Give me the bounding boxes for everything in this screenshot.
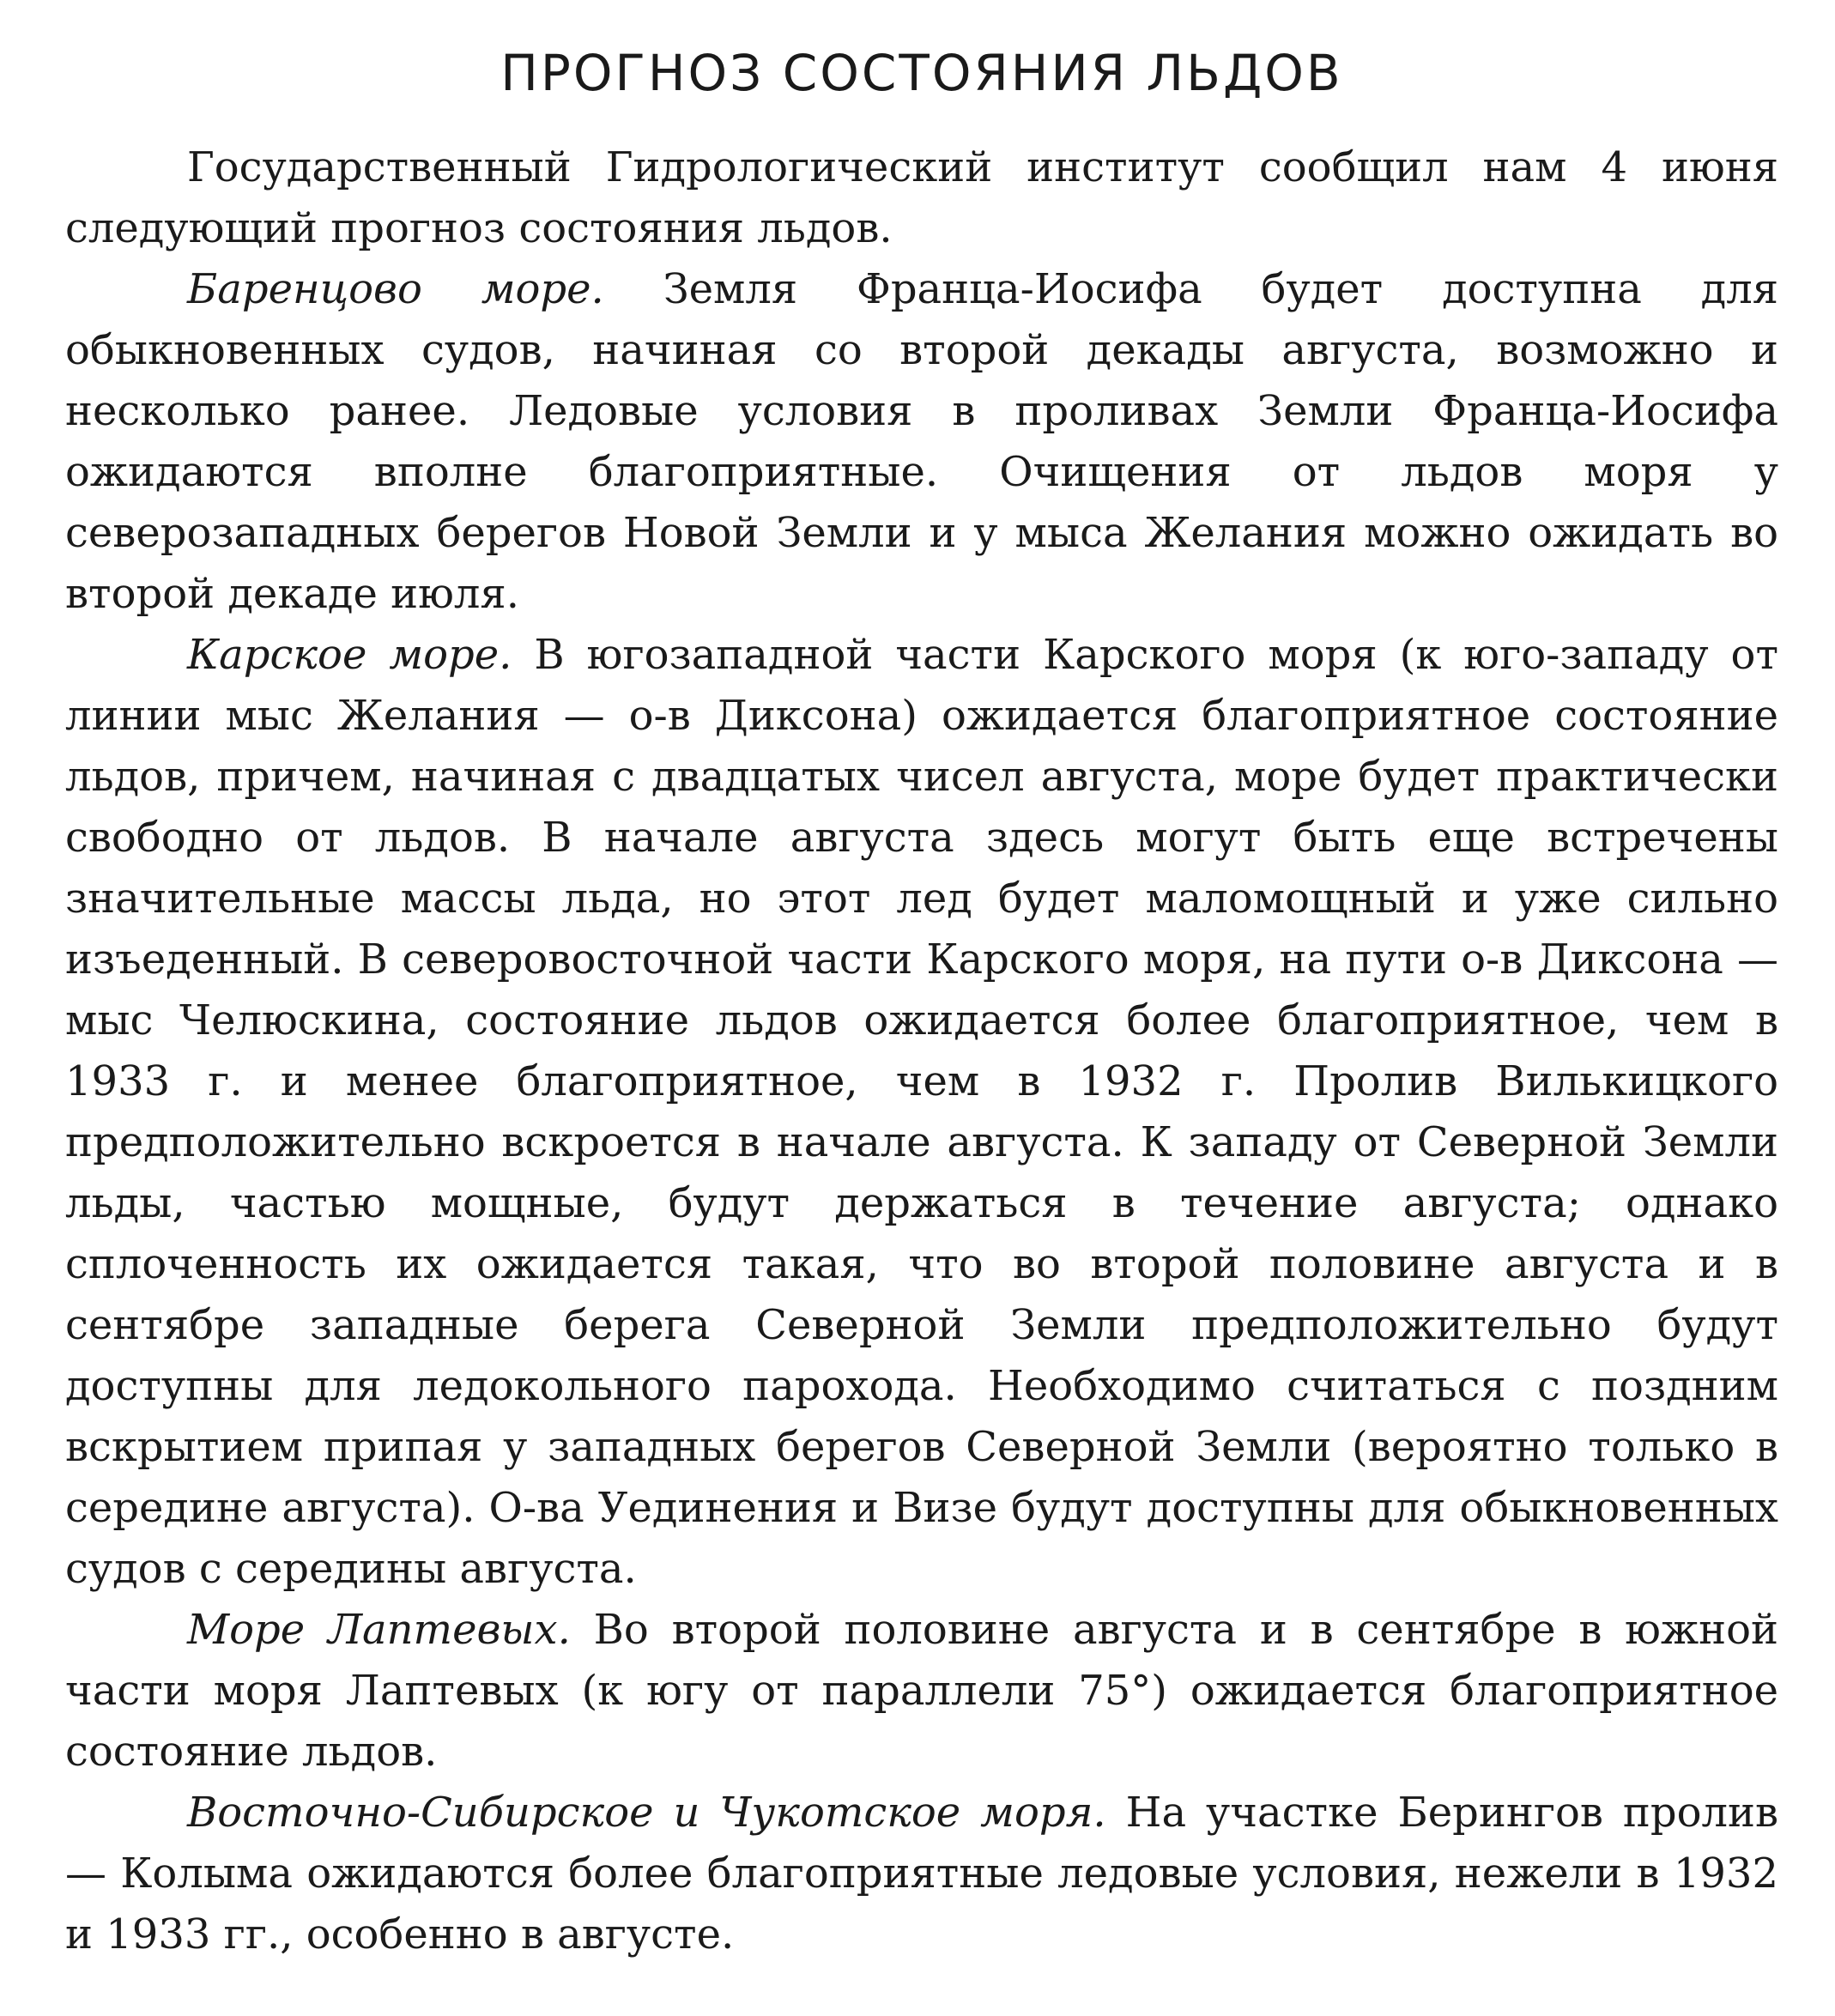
laptev-sea-paragraph [65,1600,1778,1783]
kara-sea-paragraph [65,625,1778,1600]
barents-sea-heading: Баренцово море. [187,265,604,313]
east-siberian-chukchi-heading: Восточно-Сибирское и Чукотское моря. [187,1789,1106,1837]
kara-sea-heading: Карское море. [187,631,512,679]
laptev-sea-heading: Море Лаптевых. [187,1606,571,1654]
east-siberian-chukchi-text: На участке Берингов пролив — Колыма ожидаются более благоприятные ледовые условия, нежели в 1932 и 1933 гг., особенно в августе. [65,1789,1778,1958]
document-page [65,34,1778,1965]
east-siberian-chukchi-paragraph [65,1783,1778,1965]
kara-sea-text: В югозападной части Карского моря (к юго-западу от линии мыс Желания — о-в Диксона) ожидается благоприятное состояние льдов, причем, начиная с двадцатых чисел августа, море будет практически свободно от льдов. В начале августа здесь могут быть еще встречены значительные массы льда, но этот лед будет маломощный и уже сильно изъеденный. В северовосточной части Карского моря, на пути о-в Диксона — мыс Челюскина, состояние льдов ожидается более благоприятное, чем в 1933 г. и менее благоприятное, чем в 1932 г. Пролив Вилькицкого предположительно вскроется в начале августа. К западу от Северной Земли льды, частью мощные, будут держаться в течение августа; однако сплоченность их ожидается такая, что во второй половине августа и в сентябре западные берега Северной Земли предположительно будут доступны для ледокольного парохода. Необходимо считаться с поздним вскрытием припая у западных берегов Северной Земли (вероятно только в середине августа). О-ва Уединения и Визе будут доступны для обыкновенных судов с середины августа. [65,631,1779,1593]
laptev-sea-text: Во второй половине августа и в сентябре в южной части моря Лаптевых (к югу от параллели 75°) ожидается благоприятное состояние льдов. [65,1606,1779,1776]
barents-sea-paragraph [65,259,1778,625]
page-title: ПРОГНОЗ СОСТОЯНИЯ ЛЬДОВ [500,44,1343,102]
barents-sea-text: Земля Франца-Иосифа будет доступна для обыкновенных судов, начиная со второй декады августа, возможно и несколько ранее. Ледовые условия в проливах Земли Франца-Иосифа ожидаются вполне благоприятные. Очищения от льдов моря у северозападных берегов Новой Земли и у мыса Желания можно ожидать во второй декаде июля. [65,265,1779,618]
intro-paragraph: Государственный Гидрологический институт сообщил нам 4 июня следующий прогноз состояния льдов. [65,143,1778,252]
